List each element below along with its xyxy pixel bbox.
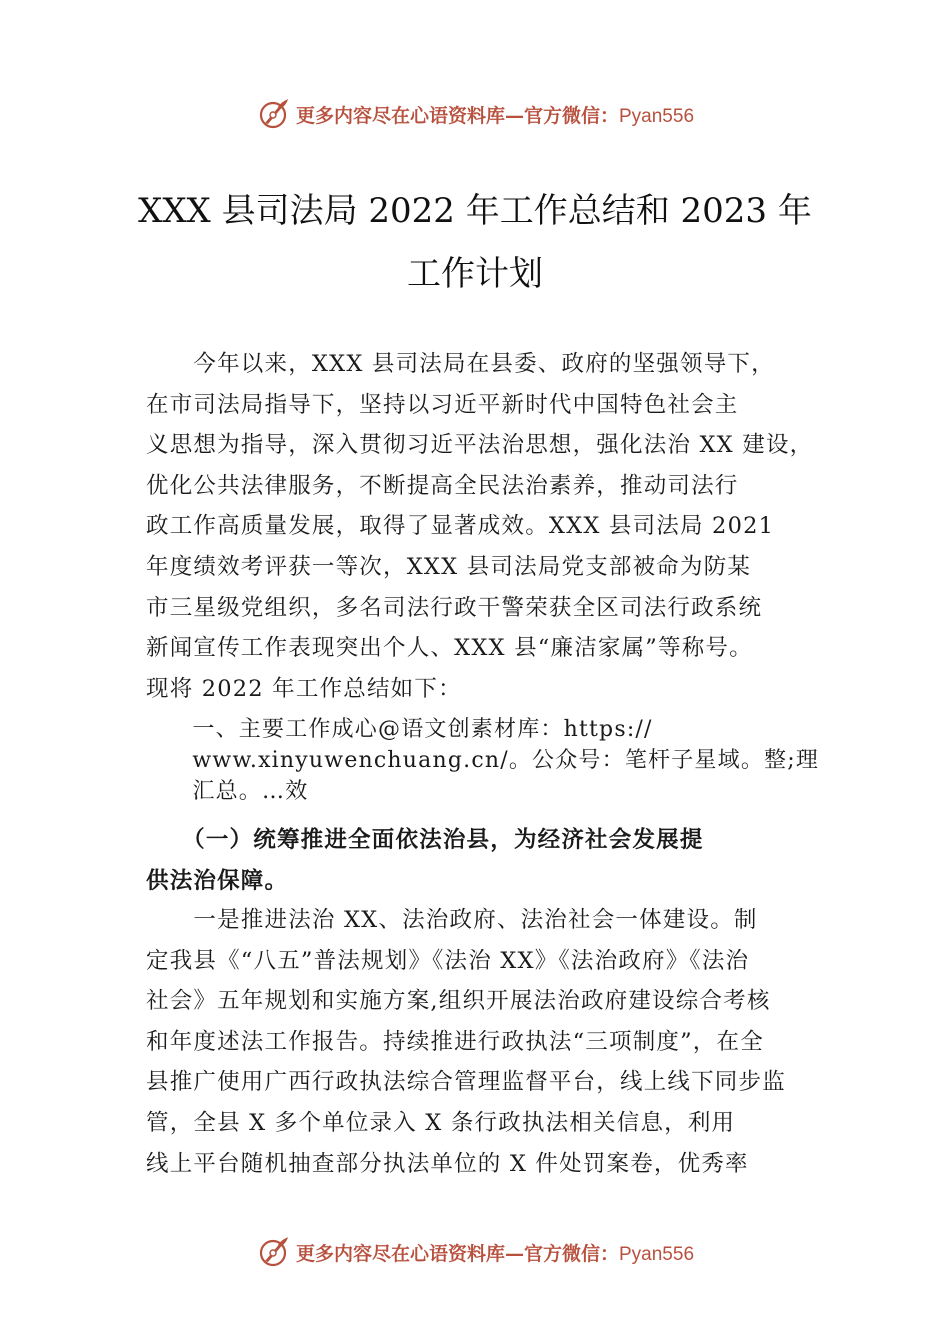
footer-banner [0,1232,950,1272]
banner-text: 更多内容尽在心语资料库—官方微信：Pyan556 [295,104,695,127]
intro-paragraph [146,344,816,709]
text-line: www.xinyuwenchuang.cn/。公众号：笔杆子星域。整;理 [146,748,820,773]
text-line: 义思想为指导，深入贯彻习近平法治思想，强化法治 XX 建设， [146,432,814,459]
text-line: 政工作高质量发展，取得了显著成效。XXX 县司法局 2021 [146,513,775,540]
text-line: 县推广使用广西行政执法综合管理监督平台，线上线下同步监 [146,1069,786,1096]
text-line: 市三星级党组织，多名司法行政干警荣获全区司法行政系统 [146,594,763,621]
text-line: 一、主要工作成心@语文创素材库：https:// [146,717,653,742]
text-line: （一）统筹推进全面依法治县，为经济社会发展提 [146,827,704,853]
subheading-rule-of-law [146,820,816,901]
text-line: 管，全县 X 多个单位录入 X 条行政执法相关信息，利用 [146,1109,736,1136]
text-line: 汇总。…效 [146,779,309,804]
text-line: 现将 2022 年工作总结如下： [146,675,462,702]
quill-logo-icon [256,1235,290,1269]
banner-text: 更多内容尽在心语资料库—官方微信：Pyan556 [295,1242,695,1265]
document-title-line-1: XXX 县司法局 2022 年工作总结和 2023 年 [138,191,812,231]
text-line: 在市司法局指导下，坚持以习近平新时代中国特色社会主 [146,391,739,418]
text-line: 新闻宣传工作表现突出个人、XXX 县“廉洁家属”等称号。 [146,635,753,662]
quill-logo-icon [256,97,290,131]
text-line: 和年度述法工作报告。持续推进行政执法“三项制度”，在全 [146,1028,764,1055]
text-line: 定我县《“八五”普法规划》《法治 XX》《法治政府》《法治 [146,947,750,974]
section-heading-main-results [146,714,820,807]
document-title-line-2: 工作计划 [407,254,543,294]
text-line: 社会》五年规划和实施方案,组织开展法治政府建设综合考核 [146,988,771,1015]
body-paragraph [146,900,816,1184]
text-line: 供法治保障。 [146,867,289,894]
header-banner [0,94,950,134]
text-line: 今年以来，XXX 县司法局在县委、政府的坚强领导下， [146,351,775,377]
text-line: 年度绩效考评获一等次，XXX 县司法局党支部被命为防某 [146,553,752,580]
text-line: 线上平台随机抽查部分执法单位的 X 件处罚案卷，优秀率 [146,1150,749,1177]
text-line: 一是推进法治 XX、法治政府、法治社会一体建设。制 [146,907,758,933]
text-line: 优化公共法律服务，不断提高全民法治素养，推动司法行 [146,472,739,499]
